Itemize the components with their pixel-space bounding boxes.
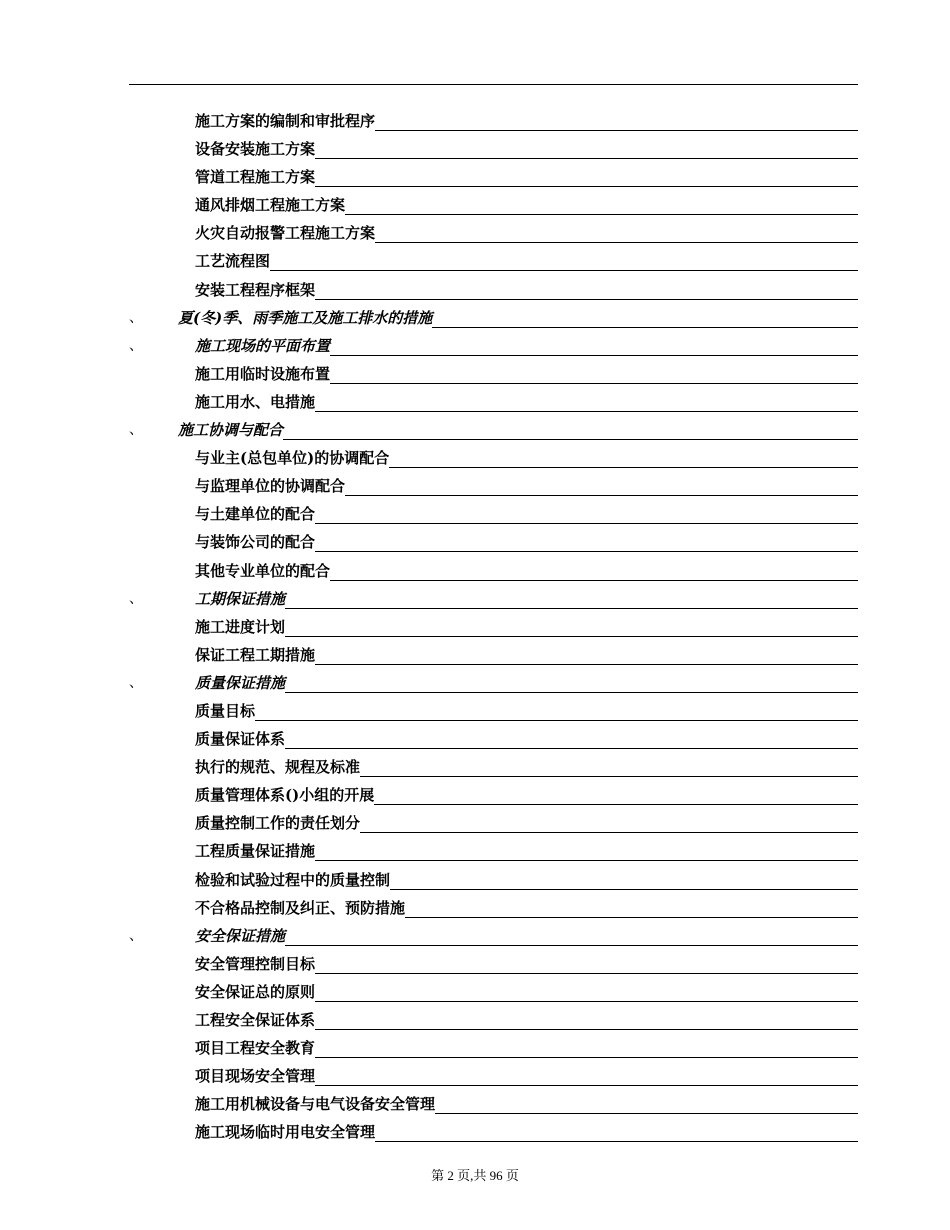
toc-entry[interactable] xyxy=(129,949,858,977)
toc-entry-bullet: 、 xyxy=(129,590,143,607)
toc-entry[interactable] xyxy=(129,331,858,359)
toc-entry-line xyxy=(195,1122,858,1142)
toc-entry-title: 施工用机械设备与电气设备安全管理 xyxy=(195,1095,436,1114)
toc-entry-title: 执行的规范、规程及标准 xyxy=(195,758,361,777)
toc-entry[interactable] xyxy=(129,1117,858,1145)
toc-entry-title: 其他专业单位的配合 xyxy=(195,561,331,580)
toc-entry[interactable] xyxy=(129,1089,858,1117)
toc-entry-line xyxy=(195,336,858,356)
toc-entry[interactable] xyxy=(129,303,858,331)
toc-entry[interactable] xyxy=(129,977,858,1005)
toc-leader-line xyxy=(315,843,858,861)
toc-entry-line xyxy=(195,1038,858,1058)
toc-entry-bullet: 、 xyxy=(129,674,143,691)
toc-entry-title: 与监理单位的协调配合 xyxy=(195,477,346,496)
toc-leader-line xyxy=(330,338,858,356)
toc-entry[interactable] xyxy=(129,106,858,134)
toc-entry-title: 与土建单位的配合 xyxy=(195,505,316,524)
toc-leader-line xyxy=(315,647,858,665)
toc-entry-title: 工期保证措施 xyxy=(195,589,286,608)
toc-entry-title: 施工方案的编制和审批程序 xyxy=(195,112,376,130)
toc-leader-line xyxy=(285,619,858,637)
toc-entry-title: 施工用水、电措施 xyxy=(195,392,316,411)
toc-entry[interactable] xyxy=(129,246,858,274)
toc-leader-line xyxy=(315,394,858,412)
toc-entry-line xyxy=(195,617,858,637)
toc-entry[interactable] xyxy=(129,808,858,836)
toc-entry[interactable] xyxy=(129,921,858,949)
toc-entry-title: 夏(冬)季、雨季施工及施工排水的措施 xyxy=(178,308,433,327)
toc-leader-line xyxy=(285,591,858,609)
toc-entry[interactable] xyxy=(129,752,858,780)
toc-entry-title: 工程安全保证体系 xyxy=(195,1011,316,1029)
toc-entry-title: 质量目标 xyxy=(195,701,256,720)
toc-entry[interactable] xyxy=(129,134,858,162)
toc-entry[interactable] xyxy=(129,218,858,246)
toc-entry-title: 项目工程安全教育 xyxy=(195,1039,316,1058)
toc-entry-title: 施工用临时设施布置 xyxy=(195,364,331,383)
toc-leader-line xyxy=(315,141,858,159)
toc-entry-line xyxy=(195,504,858,524)
toc-entry-title: 通风排烟工程施工方案 xyxy=(195,196,346,215)
toc-entry-line xyxy=(195,870,858,890)
toc-entry-title: 安全保证措施 xyxy=(195,926,286,945)
toc-entry[interactable] xyxy=(129,415,858,443)
toc-entry-line xyxy=(195,561,858,581)
toc-leader-line xyxy=(283,422,858,440)
toc-entry-line xyxy=(195,926,858,946)
toc-entry-bullet: 、 xyxy=(129,422,143,439)
toc-leader-line xyxy=(360,815,858,833)
toc-entry-title: 管道工程施工方案 xyxy=(195,168,316,187)
toc-entry-line xyxy=(195,589,858,609)
toc-entry[interactable] xyxy=(129,640,858,668)
toc-entry-line xyxy=(195,1094,858,1114)
toc-entry-line xyxy=(195,645,858,665)
toc-entry-line xyxy=(195,195,858,215)
toc-entry[interactable] xyxy=(129,275,858,303)
toc-leader-line xyxy=(432,310,858,328)
toc-leader-line xyxy=(315,169,858,187)
toc-entry-bullet: 、 xyxy=(129,309,143,326)
toc-entry-line xyxy=(195,813,858,833)
toc-leader-line xyxy=(390,872,858,890)
toc-entry[interactable] xyxy=(129,1005,858,1033)
toc-entry-title: 质量保证体系 xyxy=(195,730,286,749)
toc-entry[interactable] xyxy=(129,724,858,752)
toc-leader-line xyxy=(375,113,858,131)
toc-entry-title: 质量控制工作的责任划分 xyxy=(195,814,361,833)
toc-leader-line xyxy=(315,956,858,974)
toc-leader-line xyxy=(315,534,858,552)
toc-entry-line xyxy=(195,841,858,861)
toc-entry[interactable] xyxy=(129,584,858,612)
toc-leader-line xyxy=(285,675,858,693)
toc-entry[interactable] xyxy=(129,836,858,864)
toc-entry-line xyxy=(195,532,858,552)
toc-entry-line xyxy=(195,392,858,412)
toc-entry[interactable] xyxy=(129,443,858,471)
page-footer: 第 2 页,共 96 页 xyxy=(431,1168,519,1183)
toc-leader-line xyxy=(374,787,858,805)
toc-leader-line xyxy=(345,197,858,215)
toc-entry-title: 工艺流程图 xyxy=(195,252,271,271)
toc-entry-title: 与业主(总包单位)的协调配合 xyxy=(195,449,390,468)
toc-entry[interactable] xyxy=(129,471,858,499)
toc-leader-line xyxy=(315,1012,858,1030)
toc-entry-title: 安全管理控制目标 xyxy=(195,954,316,973)
toc-entry-line xyxy=(195,1066,858,1086)
toc-entry-title: 不合格品控制及纠正、预防措施 xyxy=(195,898,406,917)
toc-entry-line xyxy=(178,308,858,328)
toc-entry[interactable] xyxy=(129,696,858,724)
toc-entry-line xyxy=(195,954,858,974)
toc-leader-line xyxy=(345,478,858,496)
toc-entry-line xyxy=(195,111,858,131)
toc-leader-line xyxy=(435,1096,858,1114)
toc-entry-title: 保证工程工期措施 xyxy=(195,645,316,664)
toc-entry-line xyxy=(195,982,858,1002)
toc-entry-title: 施工协调与配合 xyxy=(178,421,284,440)
toc-leader-line xyxy=(255,703,858,721)
toc-entry-line xyxy=(195,898,858,918)
toc-entry-title: 安装工程程序框架 xyxy=(195,280,316,299)
toc-entry-title: 施工进度计划 xyxy=(195,617,286,636)
toc-leader-line xyxy=(315,506,858,524)
toc-leader-line xyxy=(270,253,858,271)
toc-entry[interactable] xyxy=(129,527,858,555)
toc-entry-line xyxy=(195,167,858,187)
toc-entry[interactable] xyxy=(129,893,858,921)
toc-entry-line xyxy=(195,223,858,243)
toc-leader-line xyxy=(389,450,858,468)
toc-entry-line xyxy=(195,364,858,384)
toc-entry-bullet: 、 xyxy=(129,927,143,944)
toc-entry-title: 施工现场临时用电安全管理 xyxy=(195,1123,376,1142)
toc-leader-line xyxy=(405,900,858,918)
toc-entry-line xyxy=(195,757,858,777)
toc-entry-line xyxy=(195,280,858,300)
toc-entry-line xyxy=(195,729,858,749)
toc-entry-line xyxy=(178,420,858,440)
toc-entry-title: 与装饰公司的配合 xyxy=(195,533,316,552)
toc-entry[interactable] xyxy=(129,1061,858,1089)
toc-entry-title: 质量管理体系()小组的开展 xyxy=(195,786,375,805)
toc-entry-title: 施工现场的平面布置 xyxy=(195,336,331,355)
toc-entry[interactable] xyxy=(129,780,858,808)
toc-leader-line xyxy=(330,563,858,581)
toc-entry[interactable] xyxy=(129,865,858,893)
toc-entry-title: 项目现场安全管理 xyxy=(195,1067,316,1086)
toc-entry[interactable] xyxy=(129,359,858,387)
toc-leader-line xyxy=(315,1068,858,1086)
toc-entry[interactable] xyxy=(129,1033,858,1061)
toc-entry-line xyxy=(195,1010,858,1030)
toc-entry-title: 质量保证措施 xyxy=(195,673,286,692)
toc-leader-line xyxy=(315,282,858,300)
toc-entry-line xyxy=(195,673,858,693)
toc-entry[interactable] xyxy=(129,668,858,696)
toc-leader-line xyxy=(375,1124,858,1142)
toc-leader-line xyxy=(285,731,858,749)
toc-entry[interactable] xyxy=(129,612,858,640)
toc-leader-line xyxy=(330,366,858,384)
toc-entry-bullet: 、 xyxy=(129,337,143,354)
toc-entry-line xyxy=(195,251,858,271)
toc-leader-line xyxy=(315,984,858,1002)
toc-entry-line xyxy=(195,701,858,721)
toc-entry[interactable] xyxy=(129,190,858,218)
toc-leader-line xyxy=(375,225,858,243)
toc-entry-title: 火灾自动报警工程施工方案 xyxy=(195,224,376,243)
toc-entry-line xyxy=(195,785,858,805)
toc-entry[interactable] xyxy=(129,499,858,527)
table-of-contents xyxy=(129,106,858,1145)
header-rule xyxy=(129,84,858,85)
toc-entry-title: 设备安装施工方案 xyxy=(195,140,316,159)
toc-entry-line xyxy=(195,139,858,159)
toc-entry-title: 安全保证总的原则 xyxy=(195,982,316,1001)
toc-entry-title: 工程质量保证措施 xyxy=(195,842,316,861)
toc-leader-line xyxy=(285,928,858,946)
toc-leader-line xyxy=(360,759,858,777)
toc-entry[interactable] xyxy=(129,556,858,584)
toc-leader-line xyxy=(315,1040,858,1058)
toc-entry-line xyxy=(195,476,858,496)
toc-entry-line xyxy=(195,448,858,468)
toc-entry-title: 检验和试验过程中的质量控制 xyxy=(195,870,391,889)
toc-entry[interactable] xyxy=(129,162,858,190)
toc-entry[interactable] xyxy=(129,387,858,415)
